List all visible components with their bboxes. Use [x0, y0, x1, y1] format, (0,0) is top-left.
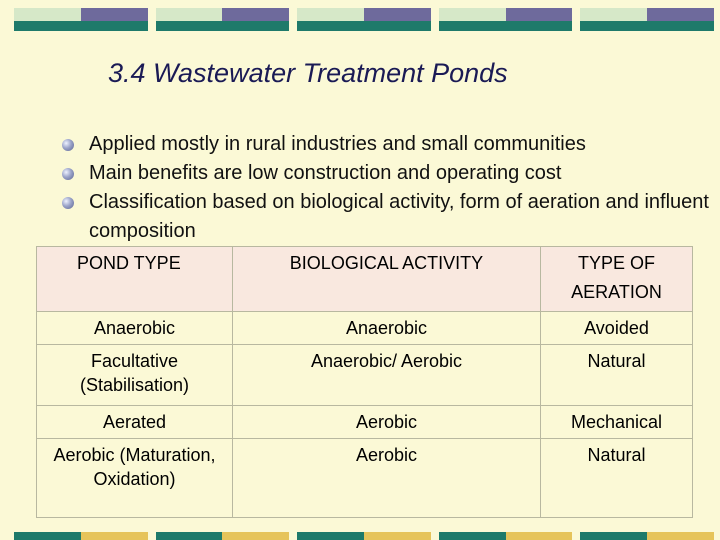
cell-aeration: Mechanical: [541, 406, 693, 439]
bullet-text: Applied mostly in rural industries and small communities: [89, 133, 586, 155]
header-type-of-aeration: TYPE OF AERATION: [541, 247, 693, 312]
table-header-row: [37, 247, 693, 312]
bar-segment: [14, 8, 148, 31]
bullet-item: [62, 130, 712, 159]
cell-biological-activity: Anaerobic: [233, 312, 541, 345]
cell-biological-activity: Aerobic: [233, 406, 541, 439]
cell-pond-type: Aerated: [37, 406, 233, 439]
bar-segment: [156, 532, 290, 540]
cell-aeration: Natural: [541, 345, 693, 406]
bar-segment: [580, 532, 714, 540]
bullet-text: Main benefits are low construction and operating cost: [89, 162, 562, 184]
bar-segment: [297, 532, 431, 540]
cell-pond-type: Aerobic (Maturation, Oxidation): [37, 439, 233, 518]
bullet-text: Classification based on biological activity, form of aeration and influent composition: [89, 191, 709, 242]
bar-segment: [297, 8, 431, 31]
table-row: [37, 312, 693, 345]
bullet-item: [62, 188, 712, 246]
bar-segment: [156, 8, 290, 31]
sphere-bullet-icon: [62, 139, 74, 151]
slide-title: 3.4 Wastewater Treatment Ponds: [108, 58, 508, 88]
cell-biological-activity: Aerobic: [233, 439, 541, 518]
pond-classification-table: [36, 246, 693, 518]
bar-segment: [439, 532, 573, 540]
header-pond-type: POND TYPE: [37, 247, 233, 312]
table-row: [37, 406, 693, 439]
bar-segment: [580, 8, 714, 31]
cell-aeration: Avoided: [541, 312, 693, 345]
sphere-bullet-icon: [62, 168, 74, 180]
cell-biological-activity: Anaerobic/ Aerobic: [233, 345, 541, 406]
cell-pond-type: Facultative (Stabilisation): [37, 345, 233, 406]
decorative-top-bar: [14, 8, 714, 31]
cell-pond-type: Anaerobic: [37, 312, 233, 345]
table-row: [37, 345, 693, 406]
decorative-bottom-bar: [14, 532, 714, 540]
bullet-list: [62, 130, 712, 246]
cell-aeration: Natural: [541, 439, 693, 518]
bar-segment: [14, 532, 148, 540]
header-biological-activity: BIOLOGICAL ACTIVITY: [233, 247, 541, 312]
bullet-item: [62, 159, 712, 188]
bar-segment: [439, 8, 573, 31]
sphere-bullet-icon: [62, 197, 74, 209]
table-row: [37, 439, 693, 518]
